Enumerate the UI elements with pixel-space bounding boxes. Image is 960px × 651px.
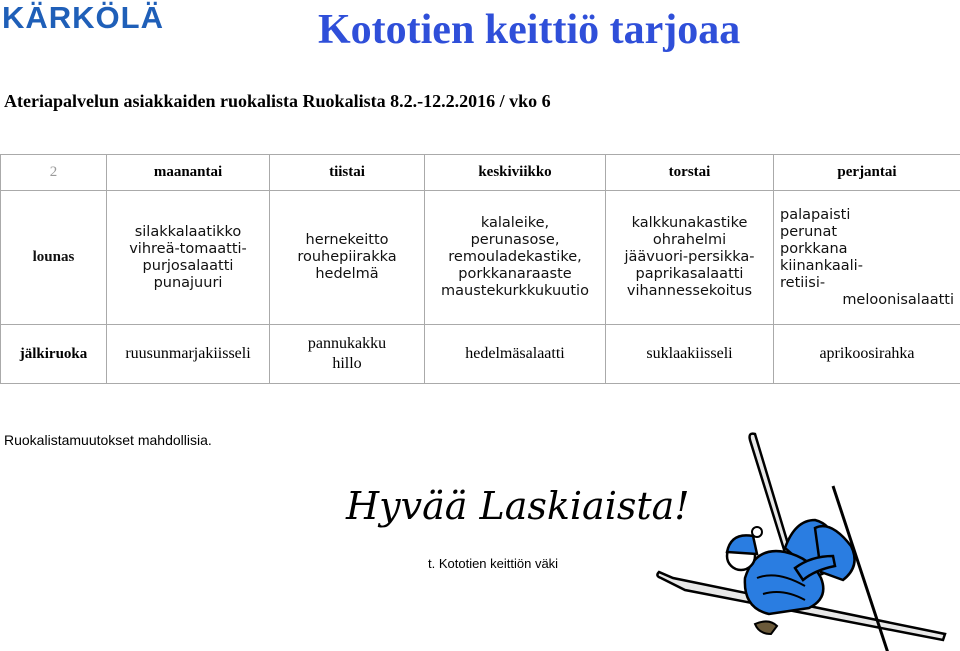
dish-line: hedelmä	[315, 266, 379, 282]
dish-line: kalkkunakastike	[631, 215, 748, 231]
dish-line: rouhepiirakka	[297, 249, 397, 265]
dessert-mon	[107, 325, 270, 384]
skier-boot	[755, 621, 777, 634]
dish-line: maustekurkkukuutio	[441, 283, 589, 299]
day-header-mon: maanantai	[107, 155, 270, 191]
day-header-wed: keskiviikko	[425, 155, 606, 191]
dish-line: retiisi-	[780, 274, 826, 291]
dish-line: vihreä-tomaatti-	[129, 240, 247, 257]
lunch-fri	[774, 191, 960, 325]
greeting: Hyvää Laskiaista!	[346, 484, 690, 528]
dish-line: perunasose,	[470, 232, 560, 248]
lunch-label: lounas	[1, 191, 107, 325]
dish-line: hillo	[332, 355, 362, 372]
dish-line: meloonisalaatti	[842, 291, 954, 308]
day-header-fri: perjantai	[774, 155, 960, 191]
lunch-wed	[425, 191, 606, 325]
dessert-thu	[606, 325, 774, 384]
day-header-thu: torstai	[606, 155, 774, 191]
dish-line: remouladekastike,	[448, 249, 582, 265]
dish-line: silakkalaatikko	[134, 223, 242, 240]
skier-icon	[645, 428, 960, 651]
lunch-mon	[107, 191, 270, 325]
dessert-fri	[774, 325, 960, 384]
lunch-tue	[270, 191, 425, 325]
page-title: Kototien keittiö tarjoaa	[318, 7, 741, 53]
dish-line: perunat	[780, 223, 838, 240]
dish-line: suklaakiisseli	[646, 345, 733, 362]
dish-line: aprikoosirahka	[819, 345, 915, 362]
lunch-row	[1, 191, 960, 325]
brand-logo: KÄRKÖLÄ	[2, 0, 164, 35]
dish-line: pannukakku	[307, 335, 387, 352]
week-number: 2	[1, 155, 107, 191]
dish-line: ruusunmarjakiisseli	[125, 345, 251, 362]
menu-change-note: Ruokalistamuutokset mahdollisia.	[4, 432, 212, 448]
dessert-row	[1, 325, 960, 384]
dish-line: jäävuori-persikka-	[624, 249, 755, 265]
hat-pompom	[752, 527, 762, 537]
dish-line: palapaisti	[780, 206, 851, 223]
dish-line: vihannessekoitus	[626, 283, 753, 299]
dish-line: kiinankaali-	[780, 257, 863, 274]
dish-line: hernekeitto	[305, 232, 389, 248]
skier-hat	[727, 535, 757, 554]
dish-line: punajuuri	[153, 274, 223, 291]
day-header-row	[1, 155, 960, 191]
dish-line: kalaleike,	[480, 215, 550, 231]
signature: t. Kototien keittiön väki	[428, 556, 559, 571]
dish-line: porkkana	[780, 240, 848, 257]
menu-subtitle: Ateriapalvelun asiakkaiden ruokalista Ruokalista 8.2.-12.2.2016 / vko 6	[4, 91, 551, 111]
dish-line: ohrahelmi	[652, 232, 727, 248]
dessert-label: jälkiruoka	[1, 325, 107, 384]
dish-line: purjosalaatti	[142, 257, 234, 274]
day-header-tue: tiistai	[270, 155, 425, 191]
dessert-tue	[270, 325, 425, 384]
lunch-thu	[606, 191, 774, 325]
menu-table	[0, 154, 960, 384]
dessert-wed	[425, 325, 606, 384]
dish-line: hedelmäsalaatti	[465, 345, 565, 362]
dish-line: porkkanaraaste	[458, 266, 572, 282]
dish-line: paprikasalaatti	[635, 266, 744, 282]
